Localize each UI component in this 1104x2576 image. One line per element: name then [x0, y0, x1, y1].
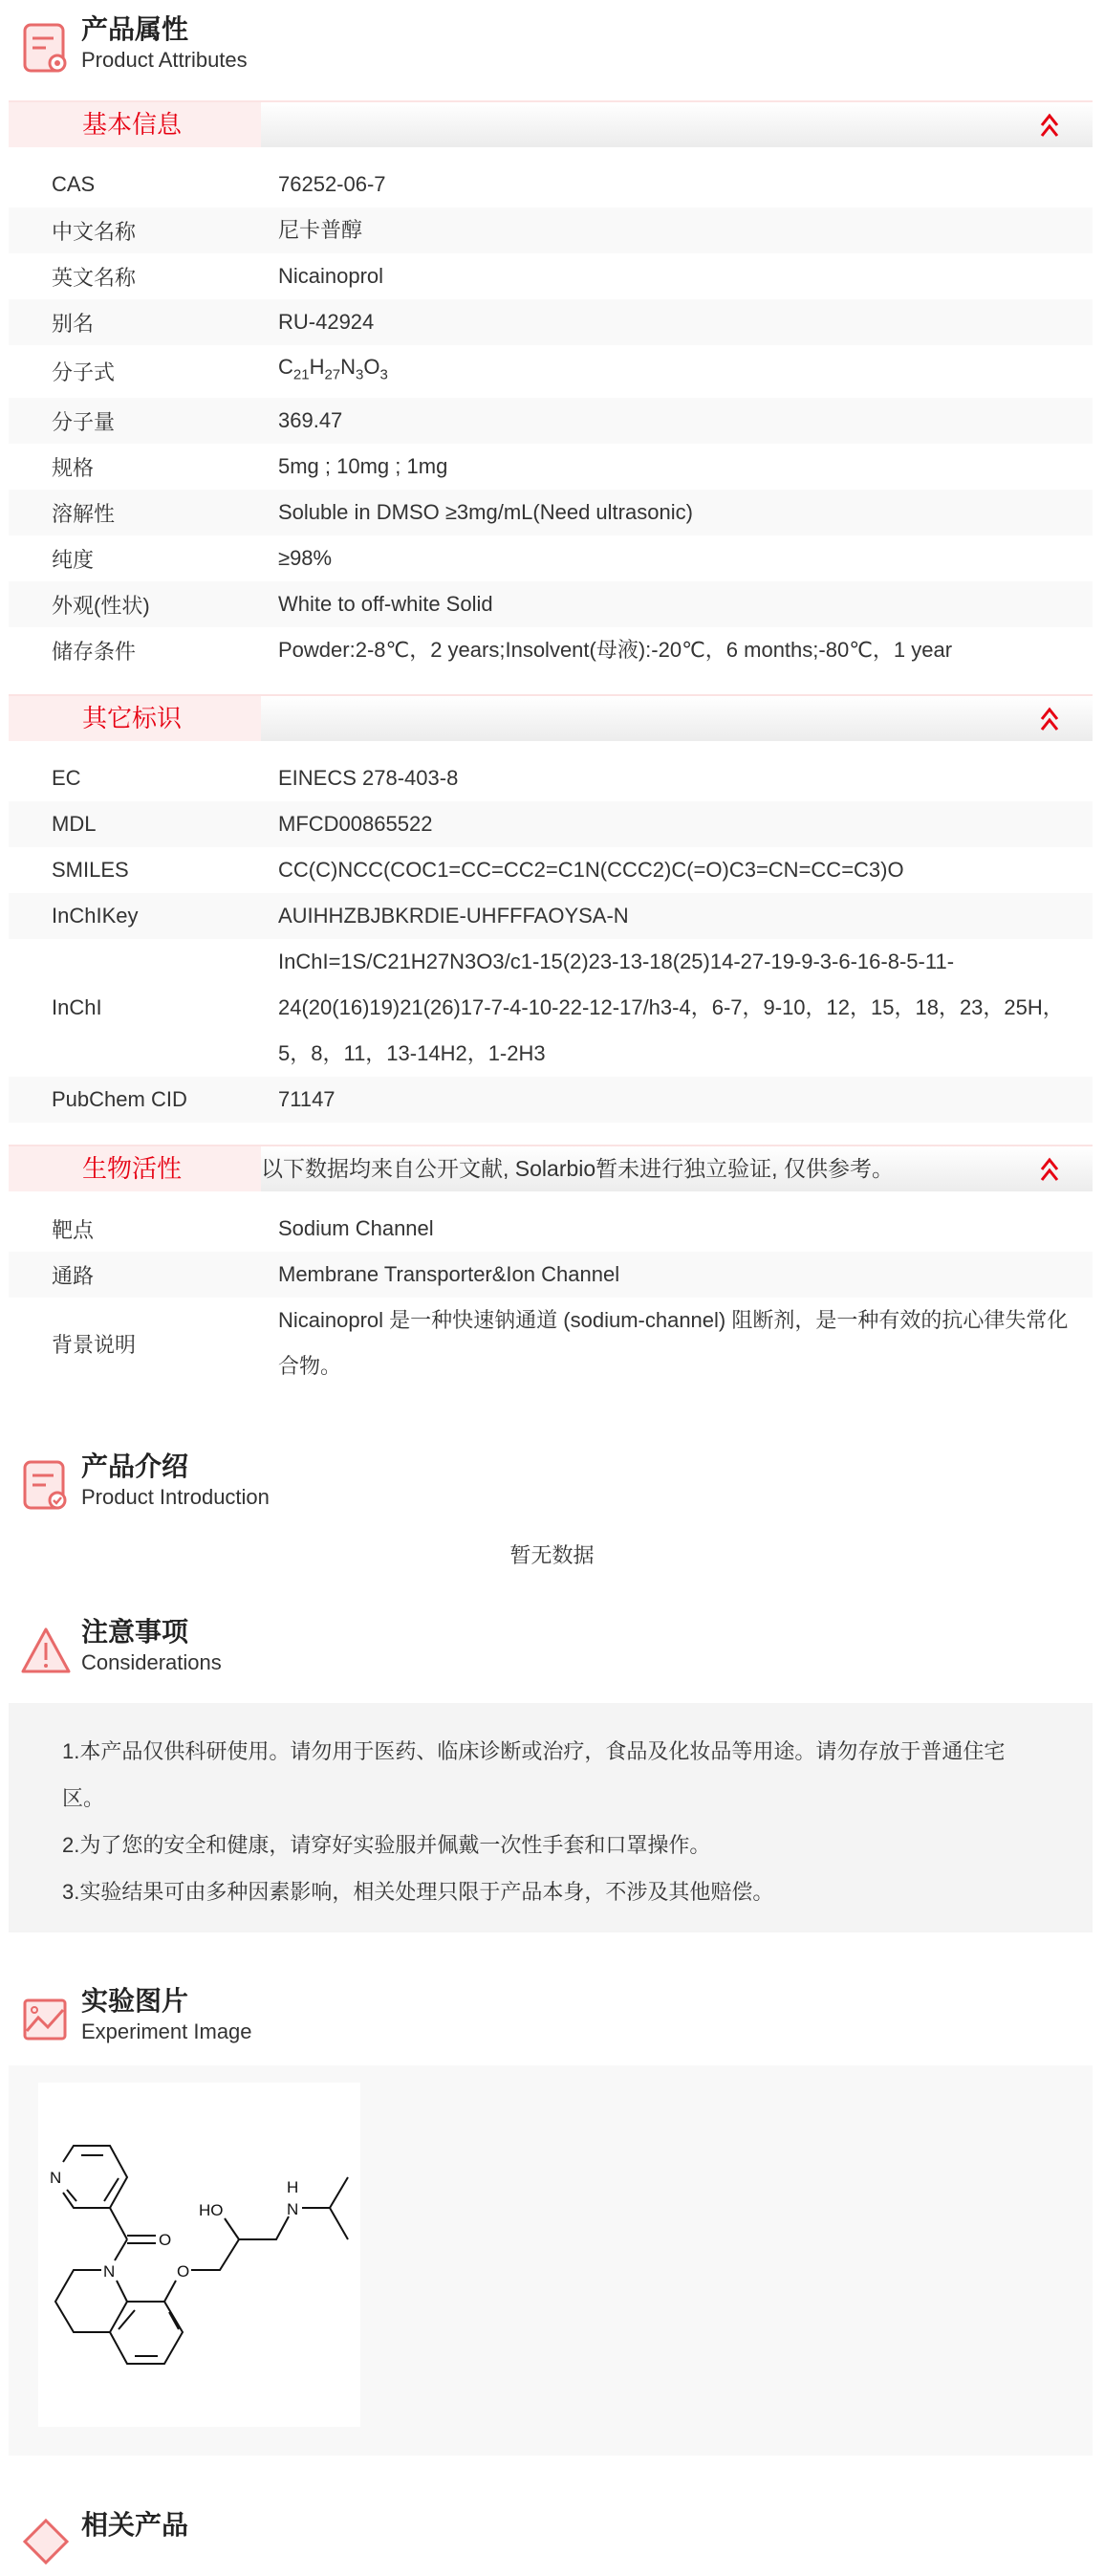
- empty-state-text: 暂无数据: [509, 1543, 595, 1567]
- row-value: 71147: [278, 1087, 336, 1111]
- consideration-item: 1.本产品仅供科研使用。请勿用于医药、临床诊断或治疗，食品及化妆品等用途。请勿存放于普通住宅区。: [62, 1739, 1006, 1810]
- row-label: SMILES: [52, 858, 129, 882]
- row-value: EINECS 278-403-8: [278, 766, 459, 790]
- atom-label: N: [50, 2169, 62, 2187]
- row-value: ≥98%: [278, 546, 333, 570]
- collapse-chevron-icon[interactable]: [1039, 1156, 1060, 1183]
- table-row: [9, 755, 1093, 801]
- row-value: RU-42924: [278, 310, 375, 334]
- table-row: [9, 1252, 1093, 1298]
- basic-info-bar[interactable]: [9, 100, 1093, 147]
- row-value: 5mg ; 10mg ; 1mg: [278, 454, 448, 478]
- table-row: [9, 207, 1093, 253]
- section-header-introduction: [19, 1451, 401, 1517]
- row-value: Soluble in DMSO ≥3mg/mL(Need ultrasonic): [278, 500, 693, 524]
- row-label: MDL: [52, 812, 97, 836]
- row-label: CAS: [52, 172, 96, 196]
- section-header-experiment: [19, 1985, 401, 2052]
- row-value: CC(C)NCC(COC1=CC=CC2=C1N(CCC2)C(=O)C3=CN=CC=C3)O: [278, 858, 904, 882]
- diamond-icon: [19, 2515, 73, 2572]
- warning-icon: [19, 1622, 73, 1679]
- section-header-considerations: [19, 1616, 401, 1683]
- table-row: [9, 490, 1093, 535]
- document-gear-icon: [19, 19, 73, 76]
- document-check-icon: [19, 1456, 73, 1514]
- basic-info-label: 基本信息: [9, 102, 261, 147]
- collapse-chevron-icon[interactable]: [1039, 706, 1060, 732]
- row-label: 英文名称: [52, 265, 137, 290]
- atom-label: O: [159, 2231, 172, 2249]
- atom-label: O: [177, 2262, 190, 2281]
- row-value: InChI=1S/C21H27N3O3/c1-15(2)23-13-18(25)14-27-19-9-3-6-16-8-5-11-24(20(16)19)21(26)17-7-4-10-22-12-17/h3-4，6-7，9-10，12，15，18，23，25H，5，8，11，13-14H2，1-2H3: [278, 950, 1064, 1065]
- row-value: AUIHHZBJBKRDIE-UHFFFAOYSA-N: [278, 904, 629, 928]
- atom-label: HO: [199, 2201, 224, 2219]
- atom-label: H: [287, 2178, 299, 2196]
- row-label: 背景说明: [52, 1332, 137, 1357]
- formula-part: H: [309, 355, 325, 380]
- row-label: 通路: [52, 1263, 95, 1288]
- consideration-item: 3.实验结果可由多种因素影响，相关处理只限于产品本身，不涉及其他赔偿。: [62, 1880, 774, 1904]
- table-row: [9, 444, 1093, 490]
- section-subtitle: Experiment Image: [81, 2019, 252, 2043]
- table-row: [9, 939, 1093, 1077]
- other-ids-bar[interactable]: [9, 694, 1093, 741]
- table-row: [9, 847, 1093, 893]
- table-row: [9, 299, 1093, 345]
- experiment-image-box: [9, 2065, 1093, 2456]
- row-label: 别名: [52, 311, 95, 336]
- section-title: 产品介绍: [81, 1452, 189, 1481]
- other-ids-label: 其它标识: [9, 696, 261, 741]
- row-label: 靶点: [52, 1217, 95, 1242]
- row-value: White to off-white Solid: [278, 592, 493, 616]
- chemical-structure-diagram: [38, 2083, 360, 2427]
- table-row: [9, 535, 1093, 581]
- considerations-box: [9, 1703, 1093, 1932]
- bio-disclaimer: 以下数据均来自公开文献, Solarbio暂未进行独立验证, 仅供参考。: [261, 1156, 894, 1181]
- row-value: 尼卡普醇: [278, 218, 363, 242]
- row-label: 纯度: [52, 547, 95, 572]
- row-label: 规格: [52, 455, 95, 480]
- table-row: [9, 627, 1093, 673]
- row-label: 中文名称: [52, 219, 137, 244]
- row-value: [278, 345, 1073, 398]
- formula-part: O: [363, 355, 380, 380]
- row-label: InChIKey: [52, 904, 139, 928]
- atom-label: N: [287, 2200, 299, 2218]
- formula-part: C: [278, 355, 293, 380]
- row-value: MFCD00865522: [278, 812, 433, 836]
- row-value: 369.47: [278, 408, 343, 432]
- bio-activity-bar[interactable]: [9, 1145, 1093, 1191]
- structure-image[interactable]: [38, 2083, 360, 2427]
- formula-part: 3: [379, 366, 388, 383]
- row-value: Sodium Channel: [278, 1216, 434, 1240]
- section-title: 相关产品: [81, 2510, 189, 2540]
- section-subtitle: Considerations: [81, 1650, 222, 1674]
- bio-activity-label: 生物活性: [9, 1146, 261, 1191]
- section-title: 实验图片: [81, 1986, 189, 2016]
- row-label: 分子量: [52, 409, 116, 434]
- row-label: 分子式: [52, 360, 116, 384]
- section-title: 注意事项: [81, 1617, 189, 1647]
- section-title: 产品属性: [81, 14, 189, 44]
- row-value: Membrane Transporter&Ion Channel: [278, 1262, 620, 1286]
- image-chart-icon: [19, 1991, 73, 2048]
- table-row: [9, 398, 1093, 444]
- table-row: [9, 893, 1093, 939]
- table-row: [9, 253, 1093, 299]
- row-value: Nicainoprol: [278, 264, 384, 288]
- section-header-related: [19, 2509, 401, 2576]
- formula-part: N: [340, 355, 357, 380]
- row-value: Powder:2-8℃，2 years;Insolvent(母液):-20℃，6 months;-80℃，1 year: [278, 638, 953, 662]
- table-row: [9, 581, 1093, 627]
- row-value: Nicainoprol 是一种快速钠通道 (sodium-channel) 阻断剂，是一种有效的抗心律失常化合物。: [278, 1308, 1069, 1378]
- table-row: [9, 162, 1093, 207]
- formula-part: 21: [292, 366, 310, 383]
- row-label: PubChem CID: [52, 1087, 187, 1111]
- row-value: 76252-06-7: [278, 172, 386, 196]
- table-row: [9, 1298, 1093, 1389]
- formula-part: 27: [324, 366, 341, 383]
- atom-label: N: [103, 2262, 116, 2281]
- consideration-item: 2.为了您的安全和健康，请穿好实验服并佩戴一次性手套和口罩操作。: [62, 1833, 711, 1857]
- row-label: EC: [52, 766, 81, 790]
- section-header-attributes: [19, 13, 401, 80]
- collapse-chevron-icon[interactable]: [1039, 112, 1060, 139]
- table-row: [9, 1206, 1093, 1252]
- row-label: 储存条件: [52, 639, 137, 664]
- table-row: [9, 801, 1093, 847]
- table-row: [9, 345, 1093, 398]
- row-label: 溶解性: [52, 501, 116, 526]
- row-label: 外观(性状): [52, 593, 150, 618]
- row-label: InChI: [52, 995, 102, 1019]
- section-subtitle: Product Introduction: [81, 1485, 270, 1509]
- section-subtitle: Product Attributes: [81, 48, 248, 72]
- formula-part: 3: [356, 366, 364, 383]
- table-row: [9, 1077, 1093, 1123]
